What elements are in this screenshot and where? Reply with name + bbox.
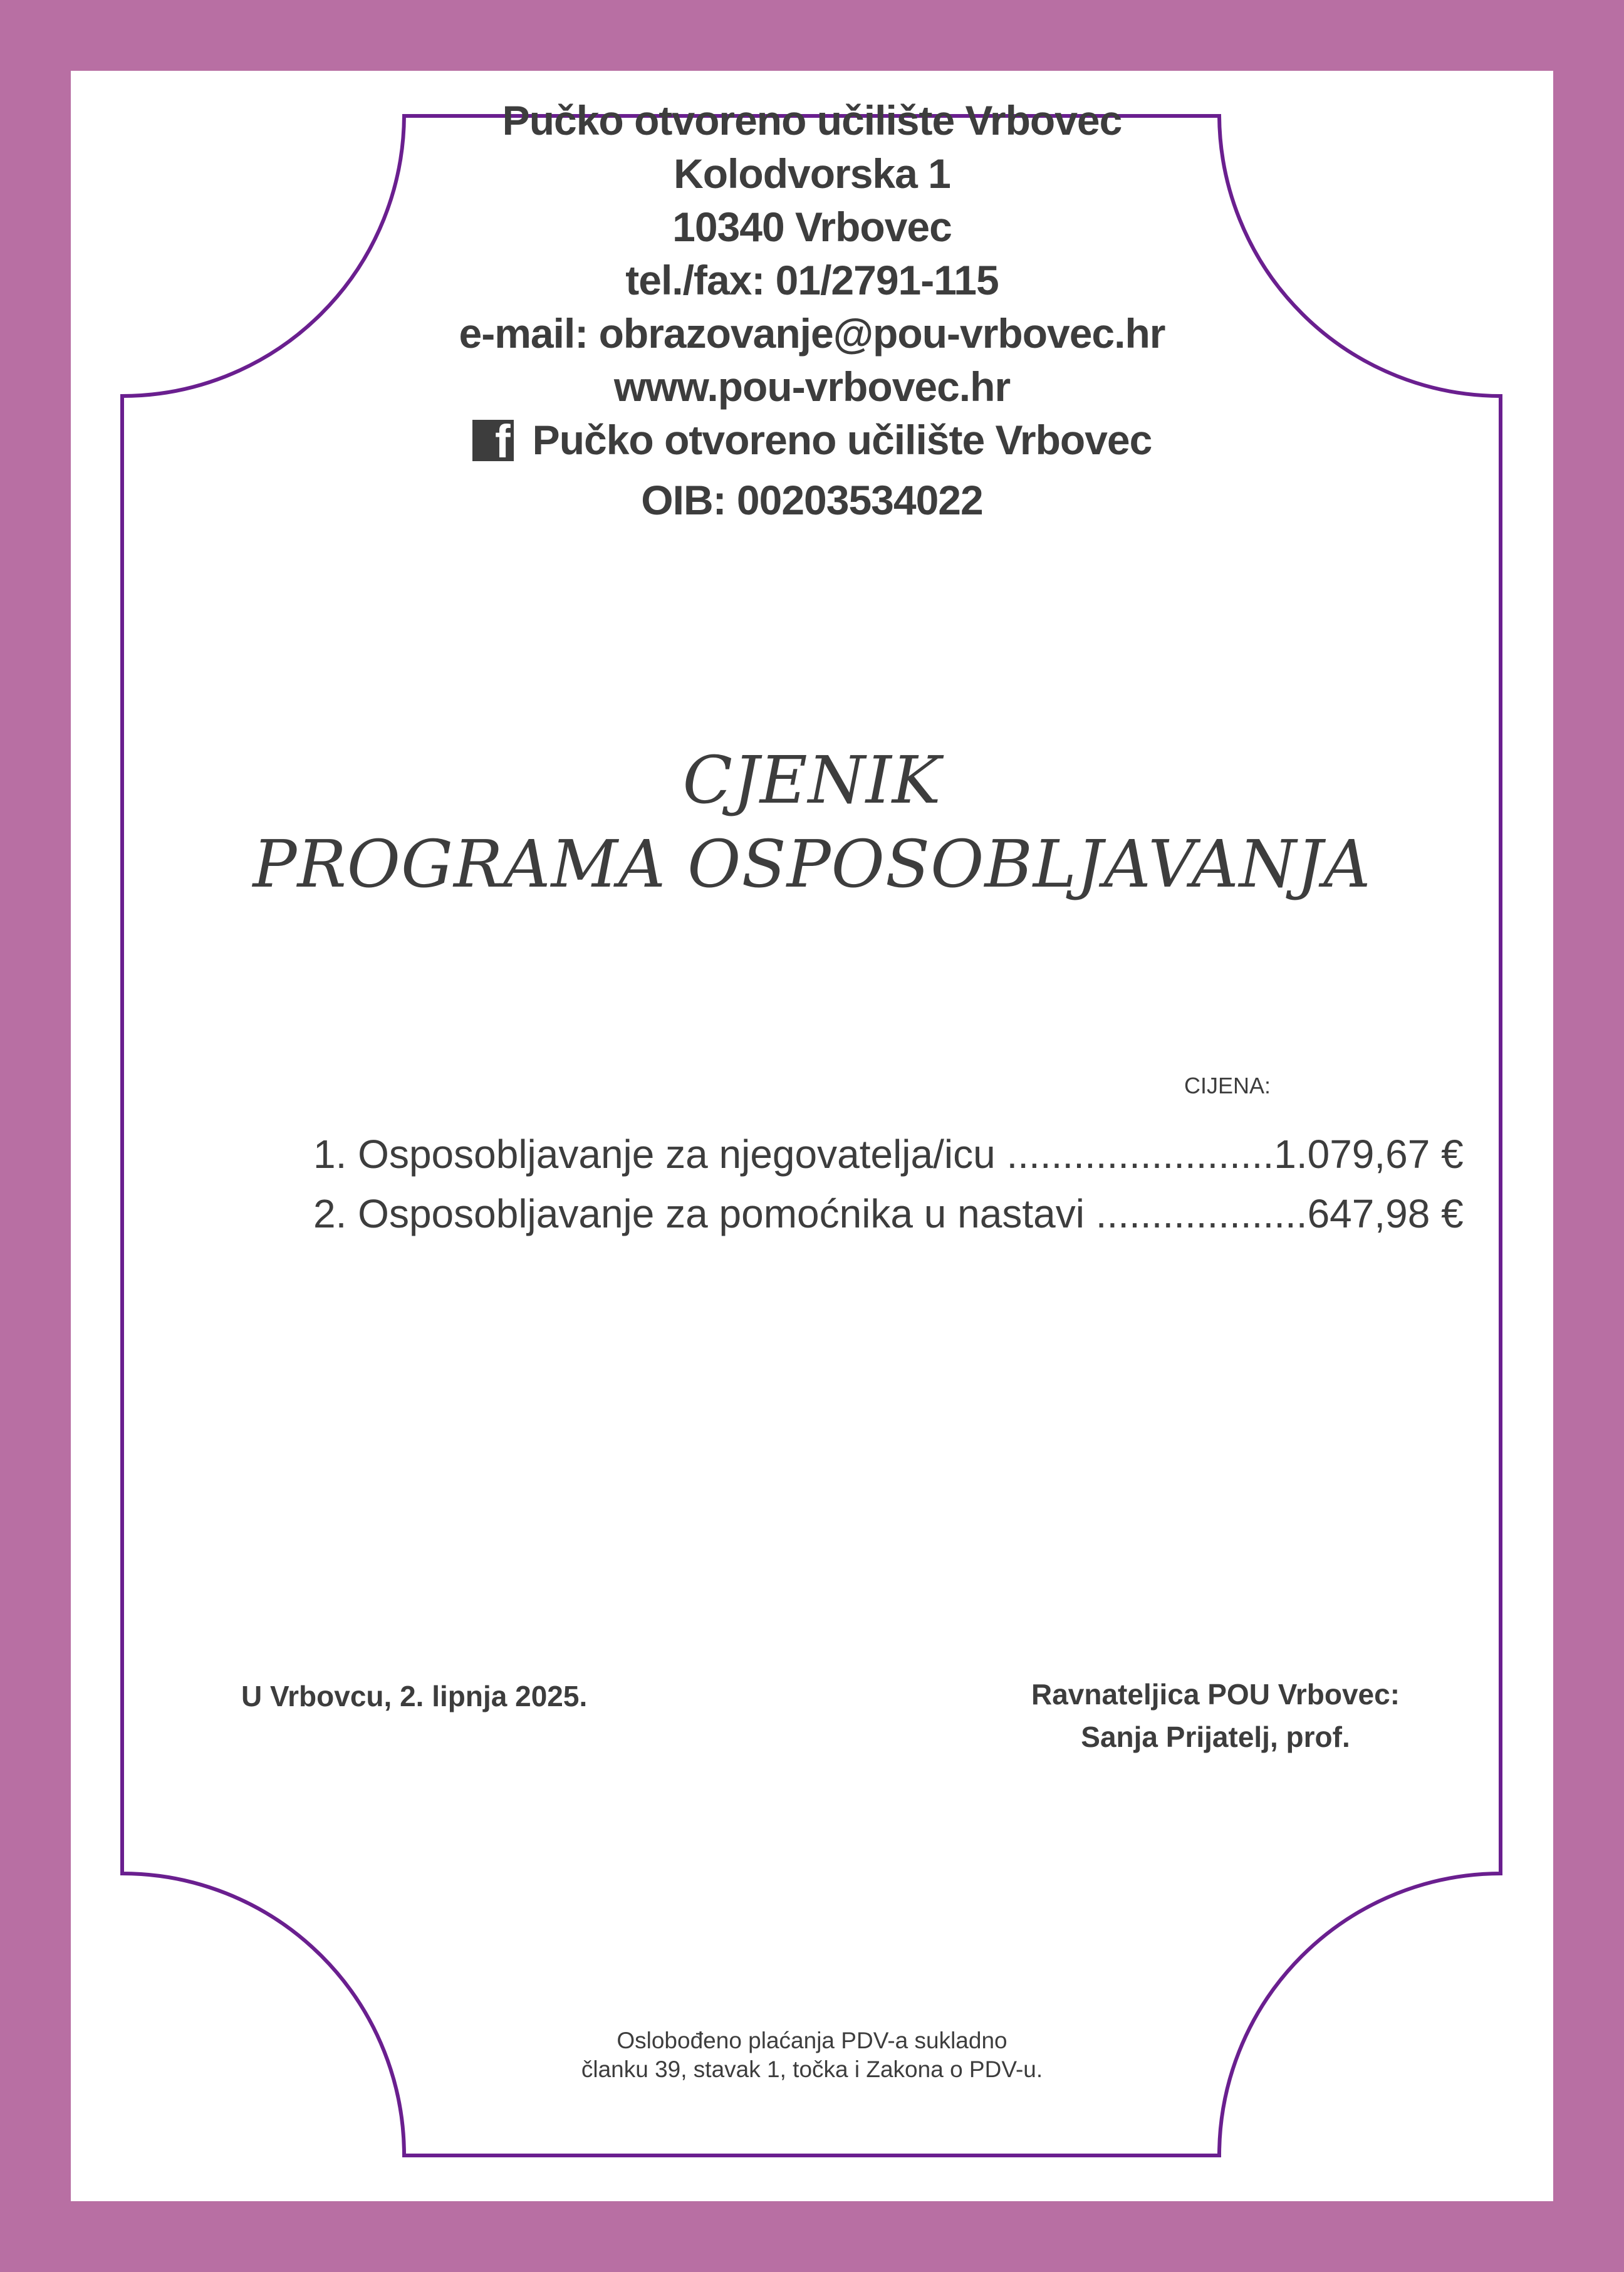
signatory-role: Ravnateljica POU Vrbovec: [1031, 1678, 1400, 1711]
facebook-page[interactable] [472, 414, 1152, 467]
item-price: 1.079,67 € [1274, 1132, 1464, 1177]
title-line-2: PROGRAMA OSPOSOBLJAVANJA [252, 826, 1372, 902]
title-line-1: CJENIK [682, 742, 942, 818]
postal-city: 10340 Vrbovec [672, 204, 952, 250]
website-link[interactable]: www.pou-vrbovec.hr [613, 363, 1011, 410]
vat-footnote [0, 2026, 1624, 2084]
document-title [0, 738, 1624, 906]
email-address: e-mail: obrazovanje@pou-vrbovec.hr [459, 310, 1165, 357]
institution-name: Pučko otvoreno učilište Vrbovec [502, 97, 1122, 143]
footnote-line-2: članku 39, stavak 1, točka i Zakona o PDV-u. [581, 2056, 1043, 2082]
item-price: 647,98 € [1307, 1191, 1464, 1236]
price-list [313, 1125, 1464, 1244]
price-column-header: CIJENA: [1184, 1073, 1271, 1098]
place-and-date: U Vrbovcu, 2. lipnja 2025. [241, 1680, 588, 1712]
list-item [313, 1184, 1464, 1244]
facebook-page-name: Pučko otvoreno učilište Vrbovec [532, 417, 1152, 463]
item-label: 2. Osposobljavanje za pomoćnika u nastavi ................... [313, 1191, 1308, 1236]
phone-fax: tel./fax: 01/2791-115 [625, 257, 999, 303]
street-address: Kolodvorska 1 [674, 150, 950, 197]
oib-number: OIB: 00203534022 [641, 476, 983, 523]
signature-block [996, 1673, 1435, 1758]
facebook-icon: f [472, 420, 514, 461]
signatory-name: Sanja Prijatelj, prof. [1081, 1721, 1350, 1753]
item-label: 1. Osposobljavanje za njegovatelja/icu ........................ [313, 1132, 1274, 1177]
list-item [313, 1125, 1464, 1184]
institution-header [0, 94, 1624, 527]
footnote-line-1: Oslobođeno plaćanja PDV-a sukladno [617, 2028, 1007, 2053]
